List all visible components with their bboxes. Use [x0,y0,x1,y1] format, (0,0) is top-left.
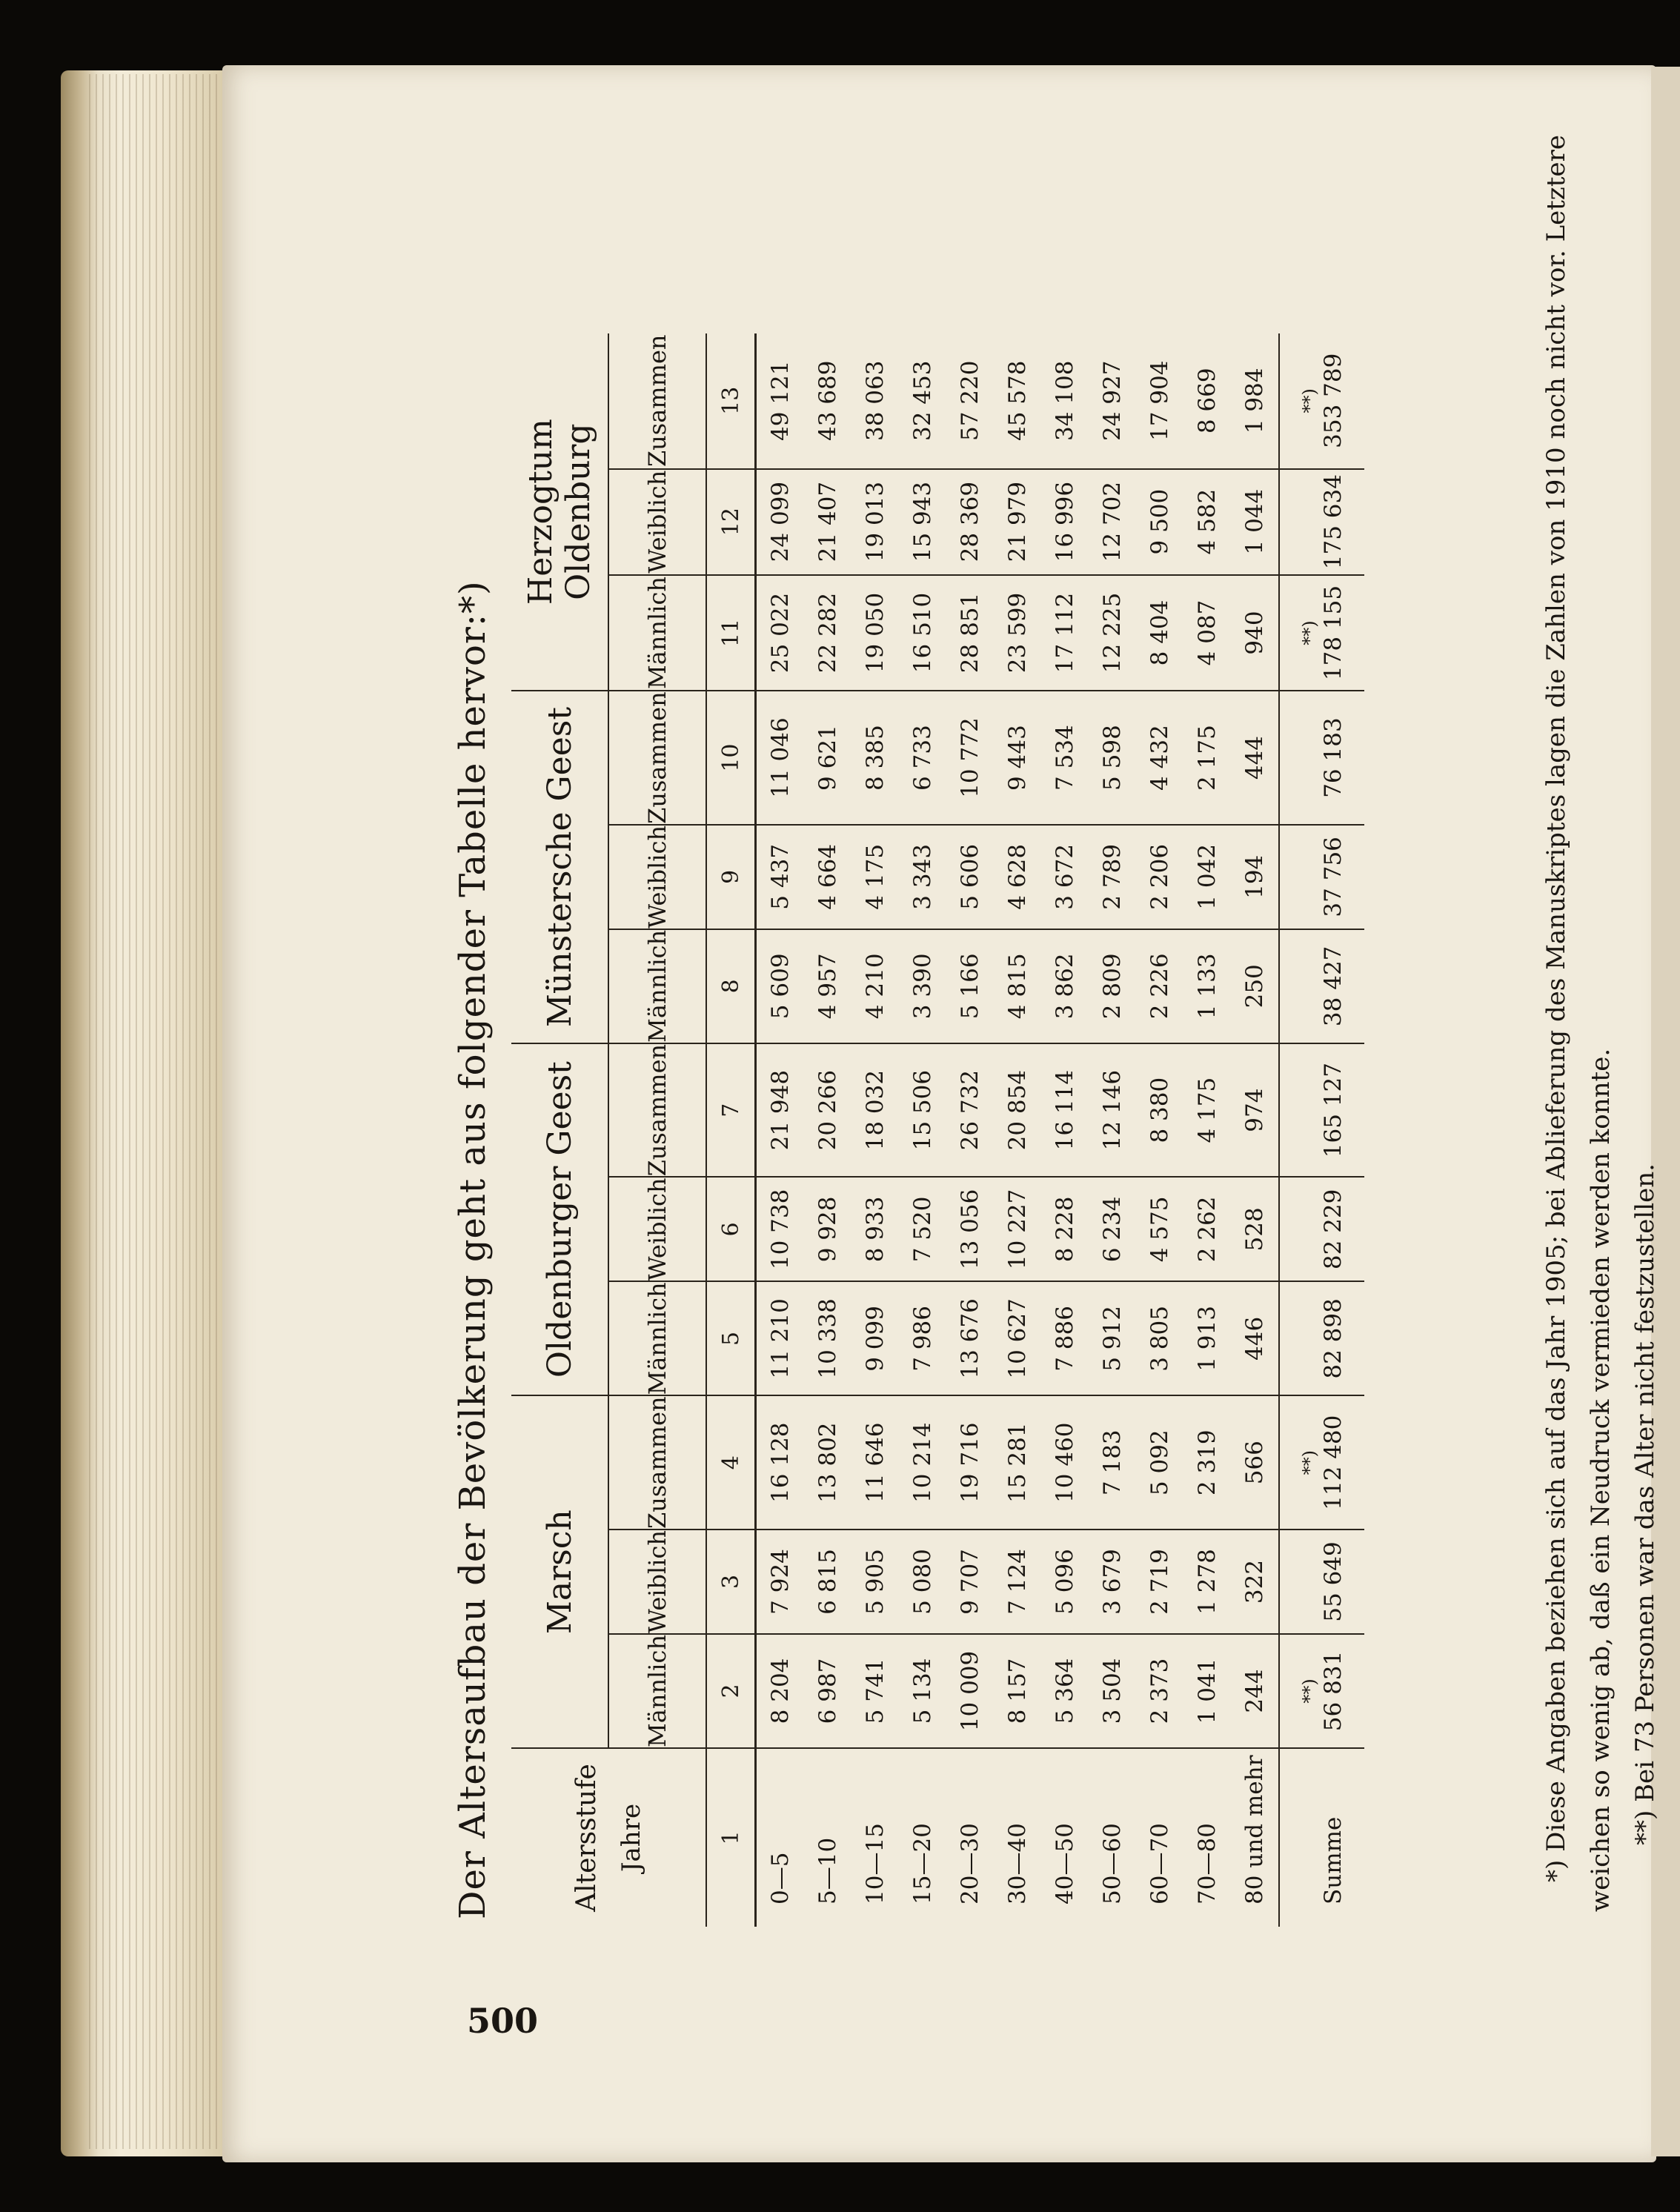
age-cell: 40—50 [1052,1823,1078,1904]
value-cell: 11 046 [756,691,805,825]
age-cell: 70—80 [1194,1823,1221,1904]
value-cell: 8 933 [851,1177,899,1281]
footnote-marker: **) [1279,575,1320,691]
value-cell: 974 [1231,1043,1279,1178]
value-cell: 43 689 [804,333,851,469]
header-age-label: Altersstufe [571,1764,602,1912]
value-cell: 2 789 [1089,825,1136,929]
value-cell: 7 183 [1089,1395,1136,1530]
footnote-marker: **) [1279,1634,1320,1748]
footnote-marker: **) [1279,333,1320,469]
header-group-muenstersche-geest: Münstersche Geest [511,691,608,1043]
value-cell: 8 380 [1136,1043,1183,1178]
value-cell: 446 [1231,1281,1279,1395]
value-cell: 9 707 [946,1530,994,1634]
value-cell: 5 092 [1136,1395,1183,1530]
value-cell: 3 390 [899,929,946,1043]
sum-row [1320,333,1364,1927]
age-cell: 60—70 [1146,1823,1173,1904]
sub-header-weiblich: Weiblich [608,469,706,575]
age-cell: 10—15 [862,1823,889,1904]
age-cell: 5—10 [814,1837,841,1904]
stars-empty [1279,1748,1320,1927]
value-cell: 4 432 [1136,691,1183,825]
value-cell: 2 373 [1136,1634,1183,1748]
value-cell: 4 582 [1183,469,1231,575]
value-cell: 28 851 [946,575,994,691]
column-number: 2 [706,1634,756,1748]
value-cell: 8 385 [851,691,899,825]
column-number: 1 [706,1748,756,1927]
value-cell: 4 175 [851,825,899,929]
header-age-unit: Jahre [616,1803,646,1873]
value-cell: 2 809 [1089,929,1136,1043]
value-cell: 5 598 [1089,691,1136,825]
sub-header-maennlich: Männlich [608,1634,706,1748]
sub-header-zusammen: Zusammen [608,333,706,469]
sum-cell: 55 649 [1320,1530,1364,1634]
footnote-marker [1279,825,1320,929]
value-cell: 3 679 [1089,1530,1136,1634]
value-cell: 23 599 [994,575,1041,691]
value-cell: 21 948 [756,1043,805,1178]
column-number: 8 [706,929,756,1043]
value-cell: 5 912 [1089,1281,1136,1395]
value-cell: 13 056 [946,1177,994,1281]
value-cell: 16 114 [1041,1043,1089,1178]
value-cell: 25 022 [756,575,805,691]
value-cell: 7 986 [899,1281,946,1395]
value-cell: 18 032 [851,1043,899,1178]
value-cell: 3 672 [1041,825,1089,929]
footnote-marker [1279,1281,1320,1395]
value-cell: 5 080 [899,1530,946,1634]
sub-header-maennlich: Männlich [608,1281,706,1395]
value-cell: 3 805 [1136,1281,1183,1395]
value-cell: 2 226 [1136,929,1183,1043]
table-row [946,333,994,1927]
age-cell: 30—40 [1004,1823,1031,1904]
value-cell: 5 741 [851,1634,899,1748]
sub-header-maennlich: Männlich [608,929,706,1043]
value-cell: 566 [1231,1395,1279,1530]
value-cell: 10 338 [804,1281,851,1395]
header-group-oldenburger-geest: Oldenburger Geest [511,1043,608,1396]
value-cell: 5 134 [899,1634,946,1748]
sum-cell: 353 789 [1320,333,1364,469]
table-row [1041,333,1089,1927]
value-cell: 250 [1231,929,1279,1043]
table-row [1231,333,1279,1927]
sub-header-weiblich: Weiblich [608,1530,706,1634]
value-cell: 7 534 [1041,691,1089,825]
value-cell: 22 282 [804,575,851,691]
value-cell: 9 621 [804,691,851,825]
value-cell: 32 453 [899,333,946,469]
footnote-marker: **) [1279,1395,1320,1530]
value-cell: 17 112 [1041,575,1089,691]
value-cell: 6 733 [899,691,946,825]
value-cell: 5 905 [851,1530,899,1634]
value-cell: 13 802 [804,1395,851,1530]
footnote-marker [1279,469,1320,575]
value-cell: 49 121 [756,333,805,469]
value-cell: 1 278 [1183,1530,1231,1634]
sub-header-weiblich: Weiblich [608,825,706,929]
value-cell: 12 702 [1089,469,1136,575]
age-cell: 80 und mehr [1241,1755,1268,1904]
value-cell: 26 732 [946,1043,994,1178]
value-cell: 322 [1231,1530,1279,1634]
value-cell: 9 500 [1136,469,1183,575]
value-cell: 4 957 [804,929,851,1043]
column-number: 9 [706,825,756,929]
value-cell: 20 266 [804,1043,851,1178]
value-cell: 8 157 [994,1634,1041,1748]
value-cell: 3 862 [1041,929,1089,1043]
value-cell: 24 927 [1089,333,1136,469]
column-number: 12 [706,469,756,575]
value-cell: 4 815 [994,929,1041,1043]
sum-cell: 175 634 [1320,469,1364,575]
value-cell: 2 319 [1183,1395,1231,1530]
value-cell: 2 262 [1183,1177,1231,1281]
age-cell: 15—20 [909,1823,936,1904]
value-cell: 3 504 [1089,1634,1136,1748]
rotated-table-content [445,134,1680,1993]
value-cell: 940 [1231,575,1279,691]
table-row [804,333,851,1927]
table-row [851,333,899,1927]
header-age [511,1748,706,1927]
table-row [994,333,1041,1927]
value-cell: 16 996 [1041,469,1089,575]
age-structure-table [511,333,1364,1927]
value-cell: 4 664 [804,825,851,929]
value-cell: 17 904 [1136,333,1183,469]
value-cell: 12 225 [1089,575,1136,691]
column-number: 7 [706,1043,756,1178]
value-cell: 4 628 [994,825,1041,929]
value-cell: 1 133 [1183,929,1231,1043]
value-cell: 1 042 [1183,825,1231,929]
value-cell: 10 627 [994,1281,1041,1395]
footnote-1: *) Diese Angaben beziehen sich auf das Jahr 1905; bei Ablieferung des Manuskriptes lagen die Zahlen von 1910 noch nicht vor. Letztere [1541,134,1571,1882]
sum-cell: 82 898 [1320,1281,1364,1395]
value-cell: 8 204 [756,1634,805,1748]
sum-cell: 165 127 [1320,1043,1364,1178]
value-cell: 28 369 [946,469,994,575]
sub-header-zusammen: Zusammen [608,691,706,825]
value-cell: 1 044 [1231,469,1279,575]
sum-cell: 37 756 [1320,825,1364,929]
age-cell: 20—30 [957,1823,983,1904]
value-cell: 5 606 [946,825,994,929]
page-edge-lines [89,74,222,2149]
value-cell: 4 087 [1183,575,1231,691]
value-cell: 15 943 [899,469,946,575]
value-cell: 4 575 [1136,1177,1183,1281]
column-number: 11 [706,575,756,691]
column-number: 6 [706,1177,756,1281]
table-row [899,333,946,1927]
sub-header-weiblich: Weiblich [608,1177,706,1281]
value-cell: 10 227 [994,1177,1041,1281]
value-cell: 13 676 [946,1281,994,1395]
table-body [706,333,1364,1927]
footnote-marker [1279,691,1320,825]
value-cell: 5 166 [946,929,994,1043]
footnote-marker [1279,1530,1320,1634]
value-cell: 2 206 [1136,825,1183,929]
value-cell: 19 716 [946,1395,994,1530]
value-cell: 4 210 [851,929,899,1043]
value-cell: 10 772 [946,691,994,825]
table-row [1183,333,1231,1927]
value-cell: 10 009 [946,1634,994,1748]
value-cell: 24 099 [756,469,805,575]
sum-cell: 178 155 [1320,575,1364,691]
value-cell: 1 041 [1183,1634,1231,1748]
value-cell: 57 220 [946,333,994,469]
value-cell: 7 124 [994,1530,1041,1634]
sum-cell: 38 427 [1320,929,1364,1043]
value-cell: 16 128 [756,1395,805,1530]
value-cell: 10 738 [756,1177,805,1281]
value-cell: 15 506 [899,1043,946,1178]
sum-cell: 56 831 [1320,1634,1364,1748]
value-cell: 6 234 [1089,1177,1136,1281]
value-cell: 21 407 [804,469,851,575]
value-cell: 5 364 [1041,1634,1089,1748]
header-group-herzogtum-oldenburg: Herzogtum Oldenburg [511,333,608,691]
value-cell: 20 854 [994,1043,1041,1178]
page-number: 500 [467,2001,539,2041]
value-cell: 45 578 [994,333,1041,469]
value-cell: 244 [1231,1634,1279,1748]
table-title: Der Altersaufbau der Bevölkerung geht aus folgender Tabelle hervor:*) [452,580,494,1919]
value-cell: 9 928 [804,1177,851,1281]
sub-header-zusammen: Zusammen [608,1395,706,1530]
sub-header-maennlich: Männlich [608,575,706,691]
sum-label: Summe [1320,1816,1347,1904]
value-cell: 11 646 [851,1395,899,1530]
value-cell: 8 404 [1136,575,1183,691]
value-cell: 2 175 [1183,691,1231,825]
value-cell: 5 609 [756,929,805,1043]
column-number: 10 [706,691,756,825]
value-cell: 10 214 [899,1395,946,1530]
value-cell: 8 669 [1183,333,1231,469]
value-cell: 7 924 [756,1530,805,1634]
value-cell: 528 [1231,1177,1279,1281]
table-row [1136,333,1183,1927]
value-cell: 1 984 [1231,333,1279,469]
value-cell: 15 281 [994,1395,1041,1530]
footnote-1-cont: weichen so wenig ab, daß ein Neudruck vermieden werden konnte. [1586,1048,1616,1912]
value-cell: 11 210 [756,1281,805,1395]
value-cell: 2 719 [1136,1530,1183,1634]
value-cell: 444 [1231,691,1279,825]
sum-cell: 82 229 [1320,1177,1364,1281]
value-cell: 21 979 [994,469,1041,575]
value-cell: 8 228 [1041,1177,1089,1281]
value-cell: 19 013 [851,469,899,575]
value-cell: 9 443 [994,691,1041,825]
value-cell: 16 510 [899,575,946,691]
header-group-marsch: Marsch [511,1395,608,1748]
value-cell: 6 987 [804,1634,851,1748]
value-cell: 194 [1231,825,1279,929]
table-row [756,333,805,1927]
value-cell: 5 437 [756,825,805,929]
sum-cell: 112 480 [1320,1395,1364,1530]
footnote-marker [1279,929,1320,1043]
value-cell: 38 063 [851,333,899,469]
value-cell: 34 108 [1041,333,1089,469]
value-cell: 19 050 [851,575,899,691]
value-cell: 5 096 [1041,1530,1089,1634]
value-cell: 7 520 [899,1177,946,1281]
age-cell: 0—5 [767,1852,794,1904]
column-number: 5 [706,1281,756,1395]
column-number: 13 [706,333,756,469]
value-cell: 10 460 [1041,1395,1089,1530]
age-cell: 50—60 [1099,1823,1126,1904]
column-number: 4 [706,1395,756,1530]
value-cell: 12 146 [1089,1043,1136,1178]
sub-header-zusammen: Zusammen [608,1043,706,1178]
table-row [1089,333,1136,1927]
footnote-marker [1279,1177,1320,1281]
footnote-marker [1279,1043,1320,1178]
value-cell: 7 886 [1041,1281,1089,1395]
footnote-2: **) Bei 73 Personen war das Alter nicht festzustellen. [1630,1163,1660,1845]
value-cell: 4 175 [1183,1043,1231,1178]
value-cell: 9 099 [851,1281,899,1395]
value-cell: 3 343 [899,825,946,929]
value-cell: 6 815 [804,1530,851,1634]
sum-cell: 76 183 [1320,691,1364,825]
value-cell: 1 913 [1183,1281,1231,1395]
column-number: 3 [706,1530,756,1634]
